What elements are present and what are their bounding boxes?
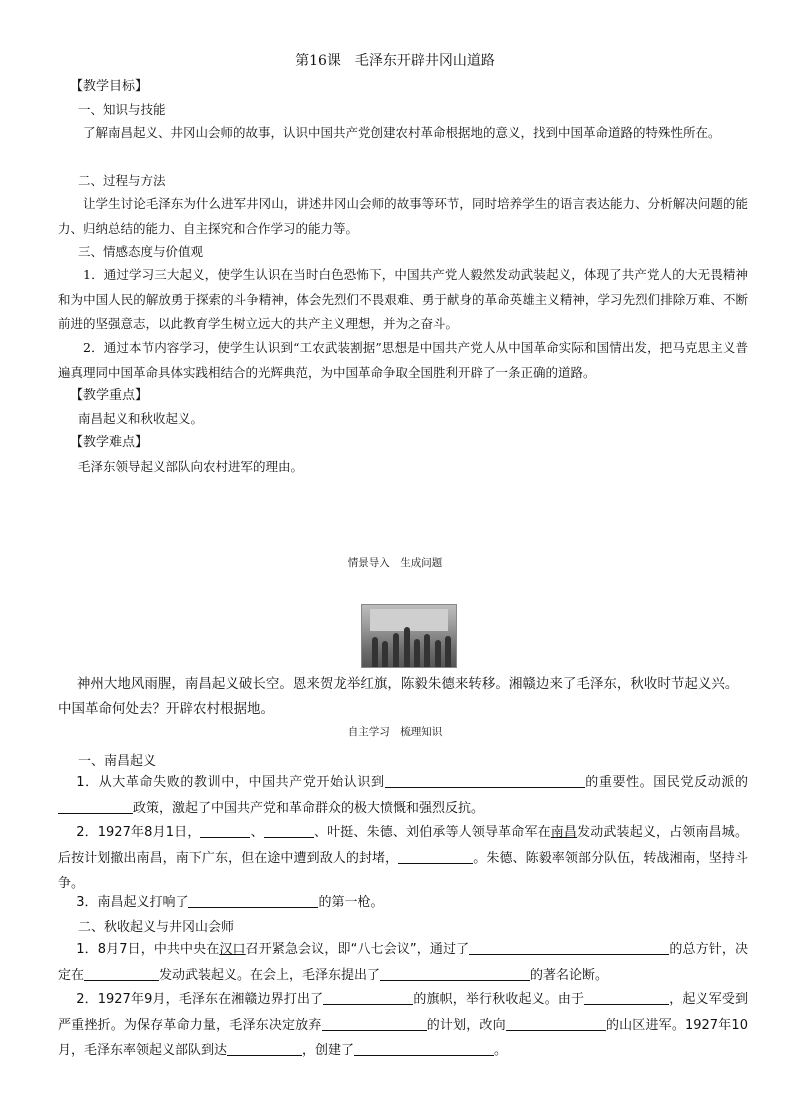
part2-heading: 二、秋收起义与井冈山会师 (78, 920, 235, 935)
answer-blank[interactable] (323, 990, 413, 1005)
answer-blank[interactable] (200, 823, 250, 838)
question-2: 2．1927年8月1日， 、 、叶挺、朱德、刘伯承等人领导革命军在南昌发动武装起义，占领南昌城。后按计划撤出南昌，南下广东，但在途中遭到敌人的封堵， 。朱德、陈毅率领部分队伍，转战湘南，坚持斗争。 (58, 825, 748, 891)
answer-blank[interactable] (264, 823, 314, 838)
lesson-title: 第16课 毛泽东开辟井冈山道路 (295, 53, 495, 69)
emotion-text-2: 2．通过本节内容学习，使学生认识到“工农武装割据”思想是中国共产党人从中国革命实际和国情出发，把马克思主义普遍真理同中国革命具体实践相结合的光辉典范，为中国革命争取全国胜利开辟了一条正确的道路。 (58, 340, 748, 380)
answer-blank[interactable] (227, 1041, 302, 1056)
answer-blank[interactable] (469, 940, 669, 955)
part2-question-2: 2．1927年9月，毛泽东在湘赣边界打出了 的旗帜，举行秋收起义。由于 ，起义军受到严重挫折。为保存革命力量，毛泽东决定放弃 的计划，改向 的山区进军。1927年10月，毛泽东率领起义部队到达 ，创建了 。 (58, 992, 748, 1058)
objectives-heading: 【教学目标】 (70, 79, 149, 94)
process-text: 让学生讨论毛泽东为什么进军井冈山，讲述井冈山会师的故事等环节，同时培养学生的语言表达能力、分析解决问题的能力、归纳总结的能力、自主探究和合作学习的能力等。 (58, 196, 748, 236)
answer-blank[interactable] (385, 773, 585, 788)
answer-blank[interactable] (84, 966, 159, 981)
intro-poem: 神州大地风雨腥，南昌起义破长空。恩来贺龙举红旗，陈毅朱德来转移。湘赣边来了毛泽东，秋收时节起义兴。中国革命何处去？开辟农村根据地。 (58, 676, 739, 717)
self-study-section-title: 自主学习 梳理知识 (347, 726, 443, 738)
question-1: 1．从大革命失败的教训中，中国共产党开始认识到 的重要性。国民党反动派的政策，激起了中国共产党和革命群众的极大愤慨和强烈反抗。 (58, 770, 748, 821)
process-heading: 二、过程与方法 (78, 173, 166, 188)
difficult-points-heading: 【教学难点】 (70, 435, 149, 450)
answer-blank[interactable] (354, 1041, 494, 1056)
answer-blank[interactable] (188, 893, 318, 908)
answer-blank[interactable] (506, 1016, 606, 1031)
key-points-heading: 【教学重点】 (70, 388, 149, 403)
part2-question-1: 1．8月7日，中共中央在汉口召开紧急会议，即“八七会议”，通过了 的总方针，决定在 发动武装起义。在会上，毛泽东提出了 的著名论断。 (58, 942, 748, 983)
question-3: 3．南昌起义打响了 的第一枪。 (76, 895, 384, 910)
historical-photo (361, 604, 457, 668)
answer-blank[interactable] (398, 849, 473, 864)
answer-blank[interactable] (322, 1016, 427, 1031)
answer-blank[interactable] (380, 966, 530, 981)
knowledge-text: 了解南昌起义、井冈山会师的故事，认识中国共产党创建农村革命根据地的意义，找到中国革命道路的特殊性所在。 (83, 125, 721, 140)
intro-section-title: 情景导入 生成问题 (347, 557, 443, 569)
answer-blank[interactable] (58, 799, 133, 814)
emotion-text-1: 1．通过学习三大起义，使学生认识在当时白色恐怖下，中国共产党人毅然发动武装起义，体现了共产党人的大无畏精神和为中国人民的解放勇于探索的斗争精神，体会先烈们不畏艰难、勇于献身的革命英雄主义精神，学习先烈们排除万难、不断前进的坚强意志，以此教育学生树立远大的共产主义理想，并为之奋斗。 (58, 267, 748, 331)
emotion-heading: 三、情感态度与价值观 (78, 244, 204, 259)
part1-heading: 一、南昌起义 (78, 754, 157, 769)
key-points-text: 南昌起义和秋收起义。 (78, 411, 204, 426)
knowledge-heading: 一、知识与技能 (78, 102, 166, 117)
difficult-points-text: 毛泽东领导起义部队向农村进军的理由。 (78, 459, 304, 474)
answer-blank[interactable] (584, 990, 669, 1005)
